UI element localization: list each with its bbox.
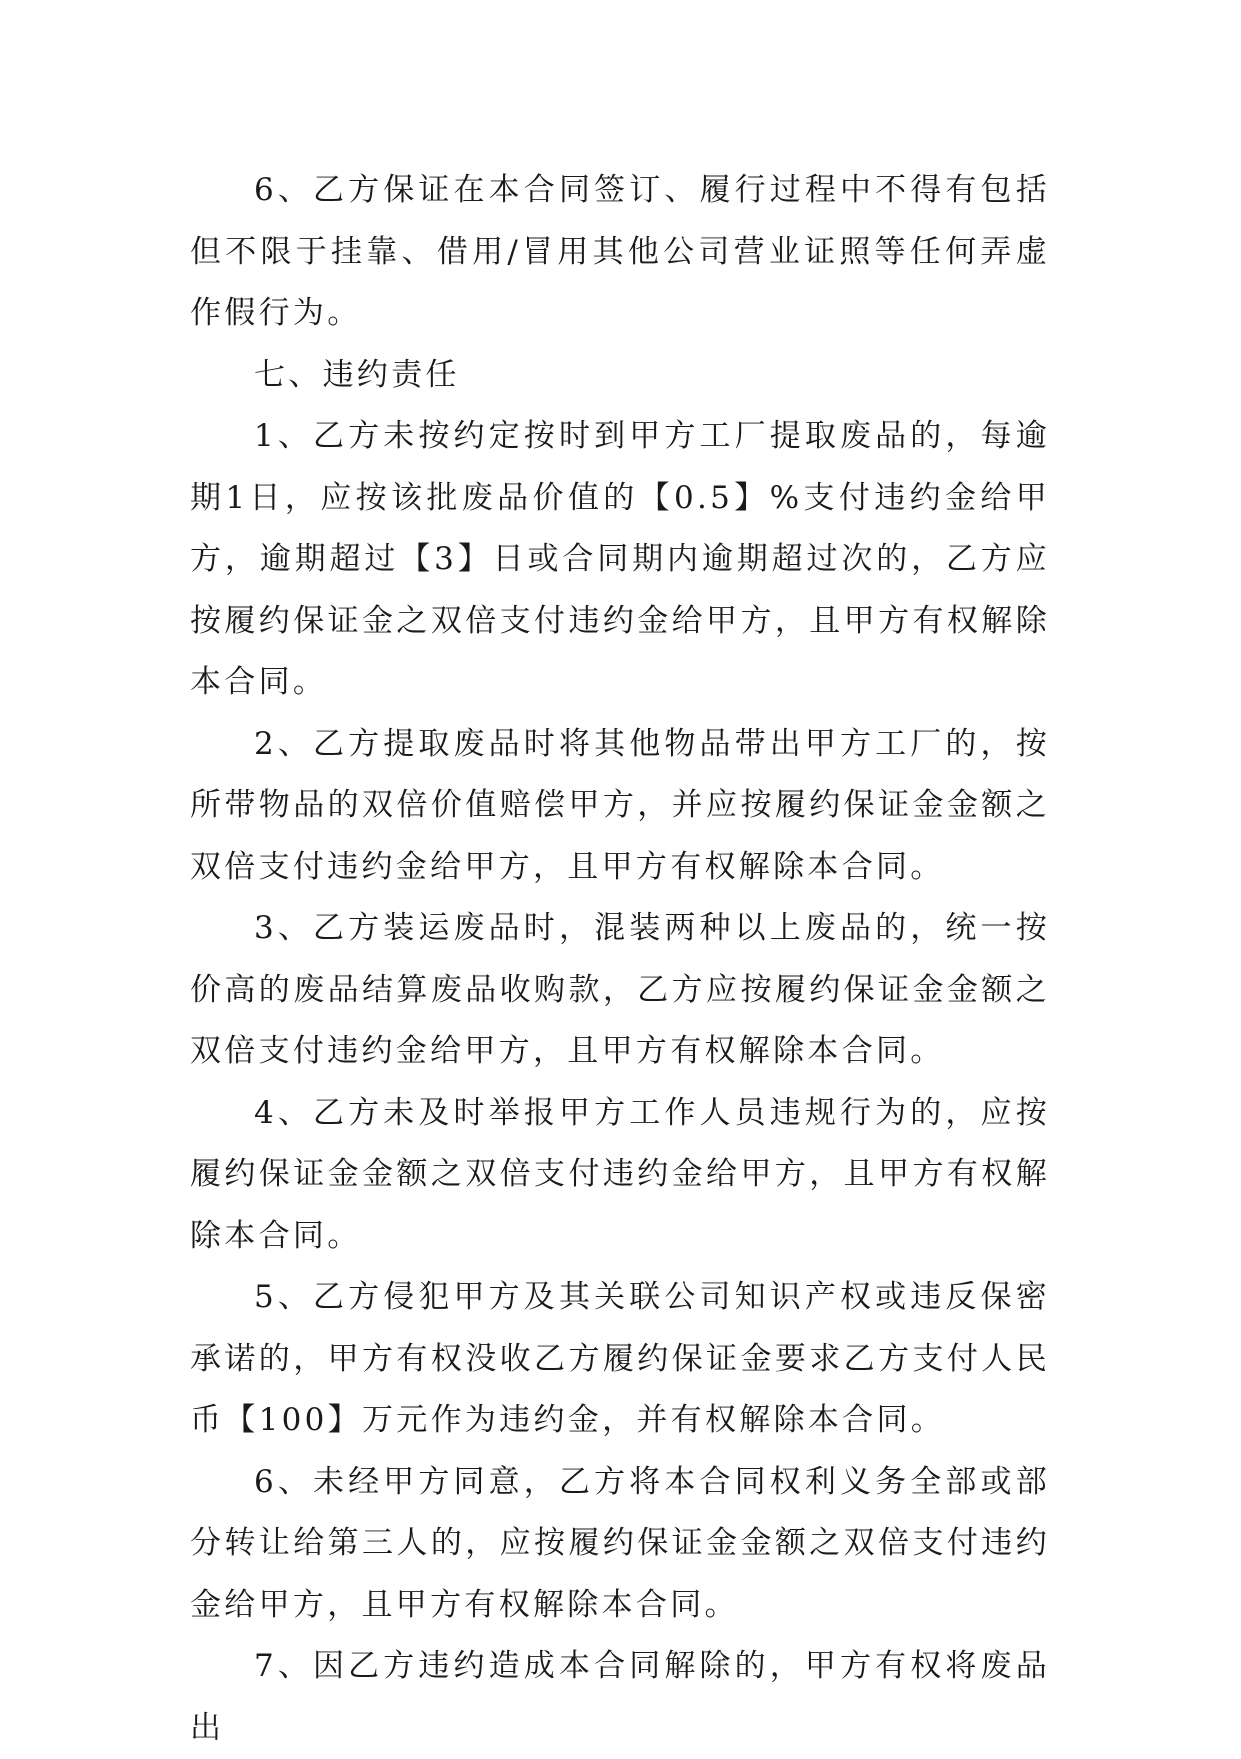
contract-body bbox=[190, 160, 1050, 1759]
breach-clause-6-unauthorized-transfer: 6、未经甲方同意，乙方将本合同权利义务全部或部分转让给第三人的，应按履约保证金金额之双倍支付违约金给甲方，且甲方有权解除本合同。 bbox=[190, 1463, 1050, 1623]
breach-clause-5-ip-confidentiality: 5、乙方侵犯甲方及其关联公司知识产权或违反保密承诺的，甲方有权没收乙方履约保证金要求乙方支付人民币【100】万元作为违约金，并有权解除本合同。 bbox=[190, 1279, 1050, 1438]
breach-clause-3-mixed-loading: 3、乙方装运废品时，混装两种以上废品的，统一按价高的废品结算废品收购款，乙方应按履约保证金金额之双倍支付违约金给甲方，且甲方有权解除本合同。 bbox=[190, 910, 1050, 1069]
clause-6-integrity: 6、乙方保证在本合同签订、履行过程中不得有包括但不限于挂靠、借用/冒用其他公司营业证照等任何弄虚作假行为。 bbox=[190, 172, 1050, 331]
breach-clause-7-termination: 7、因乙方违约造成本合同解除的，甲方有权将废品出 bbox=[190, 1648, 1050, 1746]
breach-clause-2-removing-items: 2、乙方提取废品时将其他物品带出甲方工厂的，按所带物品的双倍价值赔偿甲方，并应按履约保证金金额之双倍支付违约金给甲方，且甲方有权解除本合同。 bbox=[190, 725, 1050, 885]
breach-clause-1-late-pickup: 1、乙方未按约定按时到甲方工厂提取废品的，每逾期1日，应按该批废品价值的【0.5】%支付违约金给甲方，逾期超过【3】日或合同期内逾期超过次的，乙方应按履约保证金之双倍支付违约金给甲方，且甲方有权解除本合同。 bbox=[190, 418, 1050, 700]
breach-clause-4-failure-to-report: 4、乙方未及时举报甲方工作人员违规行为的，应按履约保证金金额之双倍支付违约金给甲方，且甲方有权解除本合同。 bbox=[190, 1094, 1050, 1254]
section-heading-breach-liability: 七、违约责任 bbox=[254, 356, 460, 393]
